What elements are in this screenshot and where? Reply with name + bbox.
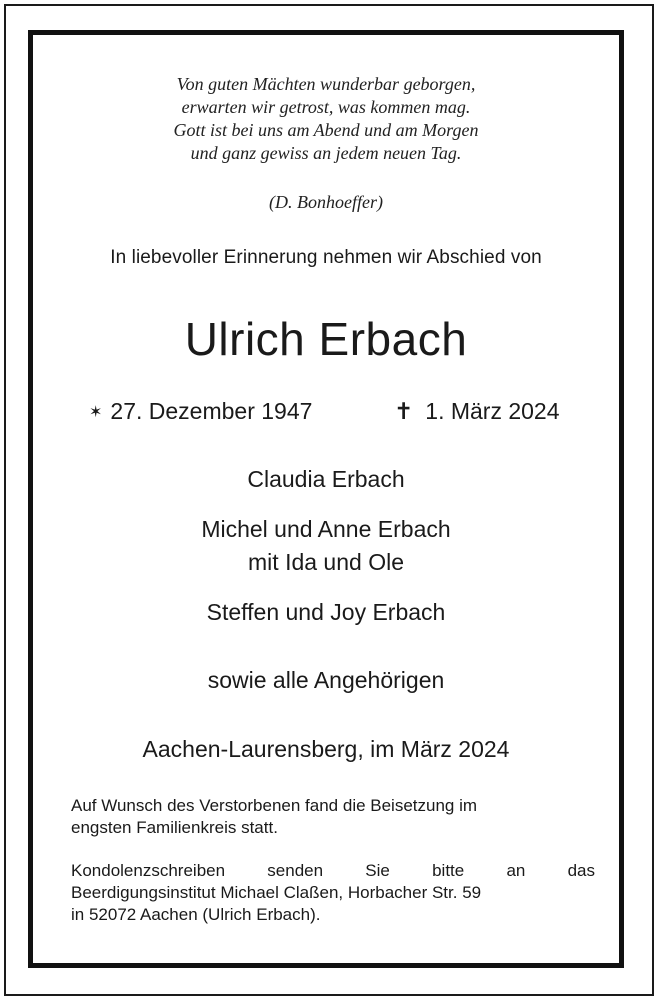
death-date: 1. März 2024 (425, 398, 560, 424)
family-member: Claudia Erbach (247, 466, 405, 492)
condolence-notice-line: in 52072 Aachen (Ulrich Erbach). (71, 905, 321, 924)
obituary-frame (28, 30, 624, 968)
condolence-notice-line: Kondolenzschreiben senden Sie bitte an das (71, 861, 595, 880)
family-member: Michel und Anne Erbach (201, 516, 451, 542)
condolence-notice-line: Beerdigungsinstitut Michael Claßen, Horbacher Str. 59 (71, 883, 482, 902)
poem-line: erwarten wir getrost, was kommen mag. (181, 97, 471, 117)
death-date-group (394, 398, 560, 425)
place-and-date: Aachen-Laurensberg, im März 2024 (142, 736, 510, 762)
deceased-name: Ulrich Erbach (184, 313, 468, 365)
poem-line: und ganz gewiss an jedem neuen Tag. (190, 143, 462, 163)
poem-line: Gott ist bei uns am Abend und am Morgen (173, 120, 479, 140)
relatives: sowie alle Angehörigen (207, 667, 445, 693)
family-member: Steffen und Joy Erbach (206, 599, 446, 625)
family-member: mit Ida und Ole (248, 549, 404, 575)
obituary-content (33, 35, 619, 963)
condolence-notice (71, 860, 595, 926)
birth-star-icon: ✶ (89, 404, 103, 421)
death-cross-icon: ✝ (394, 398, 414, 424)
burial-notice-line: engsten Familienkreis statt. (71, 818, 278, 837)
poem-source: (D. Bonhoeffer) (269, 192, 383, 212)
burial-notice (71, 795, 595, 839)
poem-line: Von guten Mächten wunderbar geborgen, (176, 74, 476, 94)
burial-notice-line: Auf Wunsch des Verstorbenen fand die Beisetzung im (71, 796, 478, 815)
poem (33, 73, 619, 165)
birth-date: 27. Dezember 1947 (110, 398, 313, 424)
intro-text: In liebevoller Erinnerung nehmen wir Abschied von (110, 247, 542, 268)
birth-date-group (89, 398, 312, 425)
